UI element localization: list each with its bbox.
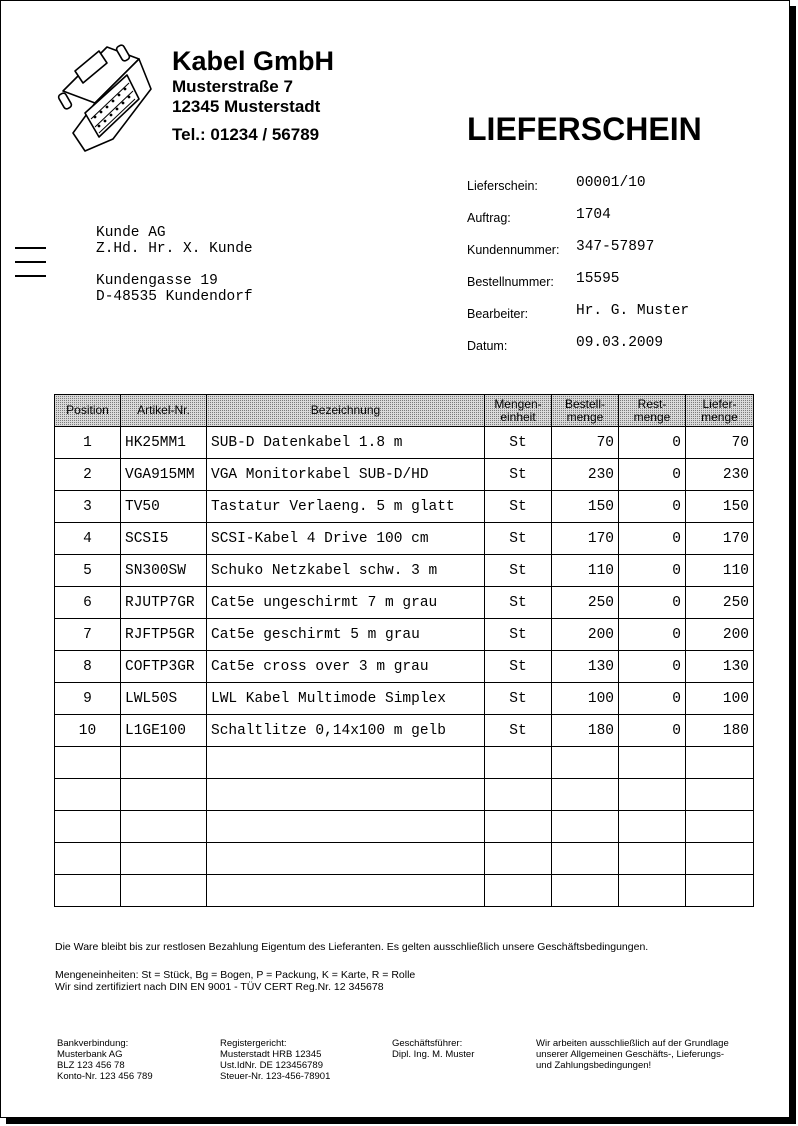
cell-empty	[207, 875, 485, 907]
cell-empty	[121, 875, 207, 907]
table-row	[55, 523, 754, 555]
header-restmenge: Rest- menge	[619, 395, 686, 427]
cell-restmenge: 0	[619, 427, 686, 459]
table-row	[55, 555, 754, 587]
meta-label: Datum:	[467, 339, 508, 353]
table-row-empty	[55, 875, 754, 907]
cell-bestellmenge: 180	[552, 715, 619, 747]
cell-liefermenge: 100	[686, 683, 754, 715]
footer-note: Wir arbeiten ausschließlich auf der Grundlage unserer Allgemeinen Geschäfts-, Lieferungs- und Zahlungsbedingungen!	[536, 1038, 729, 1071]
meta-value: 00001/10	[576, 175, 646, 191]
cell-bezeichnung: Schaltlitze 0,14x100 m gelb	[207, 715, 485, 747]
cell-einheit: St	[485, 715, 552, 747]
cell-bezeichnung: Cat5e geschirmt 5 m grau	[207, 619, 485, 651]
cell-einheit: St	[485, 587, 552, 619]
meta-value: 15595	[576, 271, 620, 287]
cell-artikel: RJFTP5GR	[121, 619, 207, 651]
cell-bestellmenge: 150	[552, 491, 619, 523]
cell-restmenge: 0	[619, 523, 686, 555]
certification-note: Wir sind zertifiziert nach DIN EN 9001 - TÜV CERT Reg.Nr. 12 345678	[55, 981, 384, 993]
ownership-note: Die Ware bleibt bis zur restlosen Bezahlung Eigentum des Lieferanten. Es gelten ausschließlich unsere Geschäftsbedingungen.	[55, 941, 649, 953]
cell-empty	[686, 747, 754, 779]
cell-empty	[686, 811, 754, 843]
table-row	[55, 651, 754, 683]
cell-artikel: HK25MM1	[121, 427, 207, 459]
cell-liefermenge: 70	[686, 427, 754, 459]
cell-liefermenge: 200	[686, 619, 754, 651]
cell-position: 10	[55, 715, 121, 747]
cell-restmenge: 0	[619, 619, 686, 651]
cell-artikel: COFTP3GR	[121, 651, 207, 683]
cell-position: 4	[55, 523, 121, 555]
recipient-line: Z.Hd. Hr. X. Kunde	[96, 241, 253, 257]
cell-restmenge: 0	[619, 459, 686, 491]
cell-position: 2	[55, 459, 121, 491]
cell-einheit: St	[485, 619, 552, 651]
header-position: Position	[55, 395, 121, 427]
cell-empty	[619, 747, 686, 779]
meta-value: Hr. G. Muster	[576, 303, 690, 319]
table-row-empty	[55, 843, 754, 875]
cell-empty	[619, 875, 686, 907]
cell-empty	[686, 843, 754, 875]
cell-empty	[207, 843, 485, 875]
recipient-line: Kunde AG	[96, 225, 166, 241]
recipient-address	[96, 225, 253, 305]
cell-empty	[552, 843, 619, 875]
cell-empty	[207, 747, 485, 779]
table-row	[55, 427, 754, 459]
cell-restmenge: 0	[619, 555, 686, 587]
footer-register: Registergericht: Musterstadt HRB 12345 Ust.IdNr. DE 123456789 Steuer-Nr. 123-456-78901	[220, 1038, 331, 1082]
cell-empty	[552, 875, 619, 907]
cell-empty	[55, 779, 121, 811]
company-name: Kabel GmbH	[172, 46, 335, 76]
cell-empty	[485, 811, 552, 843]
cell-empty	[686, 875, 754, 907]
header-bezeichnung: Bezeichnung	[207, 395, 485, 427]
cell-liefermenge: 150	[686, 491, 754, 523]
cell-bezeichnung: Tastatur Verlaeng. 5 m glatt	[207, 491, 485, 523]
cell-empty	[121, 779, 207, 811]
cell-empty	[207, 779, 485, 811]
cell-restmenge: 0	[619, 491, 686, 523]
cell-artikel: LWL50S	[121, 683, 207, 715]
cell-einheit: St	[485, 555, 552, 587]
cell-bestellmenge: 130	[552, 651, 619, 683]
cell-empty	[55, 747, 121, 779]
cell-position: 1	[55, 427, 121, 459]
fold-mark	[15, 261, 46, 263]
cell-empty	[485, 747, 552, 779]
cell-empty	[485, 843, 552, 875]
cell-einheit: St	[485, 651, 552, 683]
cell-position: 9	[55, 683, 121, 715]
cell-bestellmenge: 100	[552, 683, 619, 715]
cell-restmenge: 0	[619, 587, 686, 619]
cell-artikel: RJUTP7GR	[121, 587, 207, 619]
page-shadow	[6, 1118, 796, 1124]
table-row-empty	[55, 747, 754, 779]
cell-bestellmenge: 250	[552, 587, 619, 619]
cell-restmenge: 0	[619, 683, 686, 715]
meta-label: Kundennummer:	[467, 243, 560, 257]
cell-empty	[121, 811, 207, 843]
table-row	[55, 715, 754, 747]
footer-bank: Bankverbindung: Musterbank AG BLZ 123 456 78 Konto-Nr. 123 456 789	[57, 1038, 153, 1082]
cell-empty	[121, 747, 207, 779]
header-artikel: Artikel-Nr.	[121, 395, 207, 427]
cell-artikel: L1GE100	[121, 715, 207, 747]
cell-position: 8	[55, 651, 121, 683]
meta-value: 09.03.2009	[576, 335, 664, 351]
fold-mark	[15, 247, 46, 249]
sub-d-connector-icon	[55, 41, 159, 153]
header-liefermenge: Liefer- menge	[686, 395, 754, 427]
cell-bestellmenge: 70	[552, 427, 619, 459]
cell-bestellmenge: 170	[552, 523, 619, 555]
cell-artikel: TV50	[121, 491, 207, 523]
footer-management: Geschäftsführer: Dipl. Ing. M. Muster	[392, 1038, 475, 1060]
recipient-line: D-48535 Kundendorf	[96, 289, 253, 305]
cell-liefermenge: 130	[686, 651, 754, 683]
cell-liefermenge: 180	[686, 715, 754, 747]
meta-value: 347-57897	[576, 239, 655, 255]
cell-bezeichnung: SUB-D Datenkabel 1.8 m	[207, 427, 485, 459]
cell-position: 6	[55, 587, 121, 619]
meta-label: Auftrag:	[467, 211, 511, 225]
page-shadow	[790, 6, 796, 1124]
items-table	[54, 394, 754, 907]
cell-artikel: SN300SW	[121, 555, 207, 587]
cell-einheit: St	[485, 683, 552, 715]
meta-label: Bearbeiter:	[467, 307, 529, 321]
cell-empty	[207, 811, 485, 843]
table-row	[55, 459, 754, 491]
cell-empty	[485, 779, 552, 811]
document-title: LIEFERSCHEIN	[467, 111, 702, 147]
meta-value: 1704	[576, 207, 611, 223]
cell-position: 3	[55, 491, 121, 523]
cell-liefermenge: 110	[686, 555, 754, 587]
cell-bezeichnung: LWL Kabel Multimode Simplex	[207, 683, 485, 715]
recipient-line: Kundengasse 19	[96, 273, 218, 289]
header-einheit: Mengen- einheit	[485, 395, 552, 427]
cell-empty	[55, 875, 121, 907]
cell-bezeichnung: VGA Monitorkabel SUB-D/HD	[207, 459, 485, 491]
cell-empty	[55, 811, 121, 843]
cell-empty	[552, 747, 619, 779]
cell-restmenge: 0	[619, 715, 686, 747]
cell-bezeichnung: Cat5e cross over 3 m grau	[207, 651, 485, 683]
company-city: 12345 Musterstadt	[172, 97, 321, 116]
table-header-row	[55, 395, 754, 427]
cell-bezeichnung: Cat5e ungeschirmt 7 m grau	[207, 587, 485, 619]
cell-empty	[619, 843, 686, 875]
header-bestellmenge: Bestell- menge	[552, 395, 619, 427]
units-note: Mengeneinheiten: St = Stück, Bg = Bogen, P = Packung, K = Karte, R = Rolle	[55, 969, 416, 981]
cell-einheit: St	[485, 523, 552, 555]
cell-bezeichnung: Schuko Netzkabel schw. 3 m	[207, 555, 485, 587]
cell-empty	[121, 843, 207, 875]
cell-liefermenge: 250	[686, 587, 754, 619]
cell-empty	[619, 811, 686, 843]
cell-restmenge: 0	[619, 651, 686, 683]
cell-bestellmenge: 200	[552, 619, 619, 651]
cell-liefermenge: 170	[686, 523, 754, 555]
cell-einheit: St	[485, 459, 552, 491]
cell-empty	[619, 779, 686, 811]
table-row-empty	[55, 779, 754, 811]
cell-liefermenge: 230	[686, 459, 754, 491]
company-header	[172, 45, 334, 145]
meta-label: Bestellnummer:	[467, 275, 554, 289]
table-row	[55, 491, 754, 523]
cell-empty	[552, 779, 619, 811]
company-street: Musterstraße 7	[172, 77, 293, 96]
table-row	[55, 619, 754, 651]
table-body	[55, 427, 754, 907]
cell-artikel: VGA915MM	[121, 459, 207, 491]
cell-einheit: St	[485, 491, 552, 523]
cell-empty	[485, 875, 552, 907]
meta-label: Lieferschein:	[467, 179, 538, 193]
cell-einheit: St	[485, 427, 552, 459]
terms-block	[55, 941, 648, 993]
company-phone: Tel.: 01234 / 56789	[172, 125, 320, 144]
cell-empty	[686, 779, 754, 811]
cell-position: 5	[55, 555, 121, 587]
cell-bestellmenge: 230	[552, 459, 619, 491]
cell-empty	[552, 811, 619, 843]
cell-artikel: SCSI5	[121, 523, 207, 555]
table-row	[55, 587, 754, 619]
table-row	[55, 683, 754, 715]
cell-empty	[55, 843, 121, 875]
fold-mark	[15, 275, 46, 277]
cell-bezeichnung: SCSI-Kabel 4 Drive 100 cm	[207, 523, 485, 555]
table-row-empty	[55, 811, 754, 843]
cell-position: 7	[55, 619, 121, 651]
cell-bestellmenge: 110	[552, 555, 619, 587]
